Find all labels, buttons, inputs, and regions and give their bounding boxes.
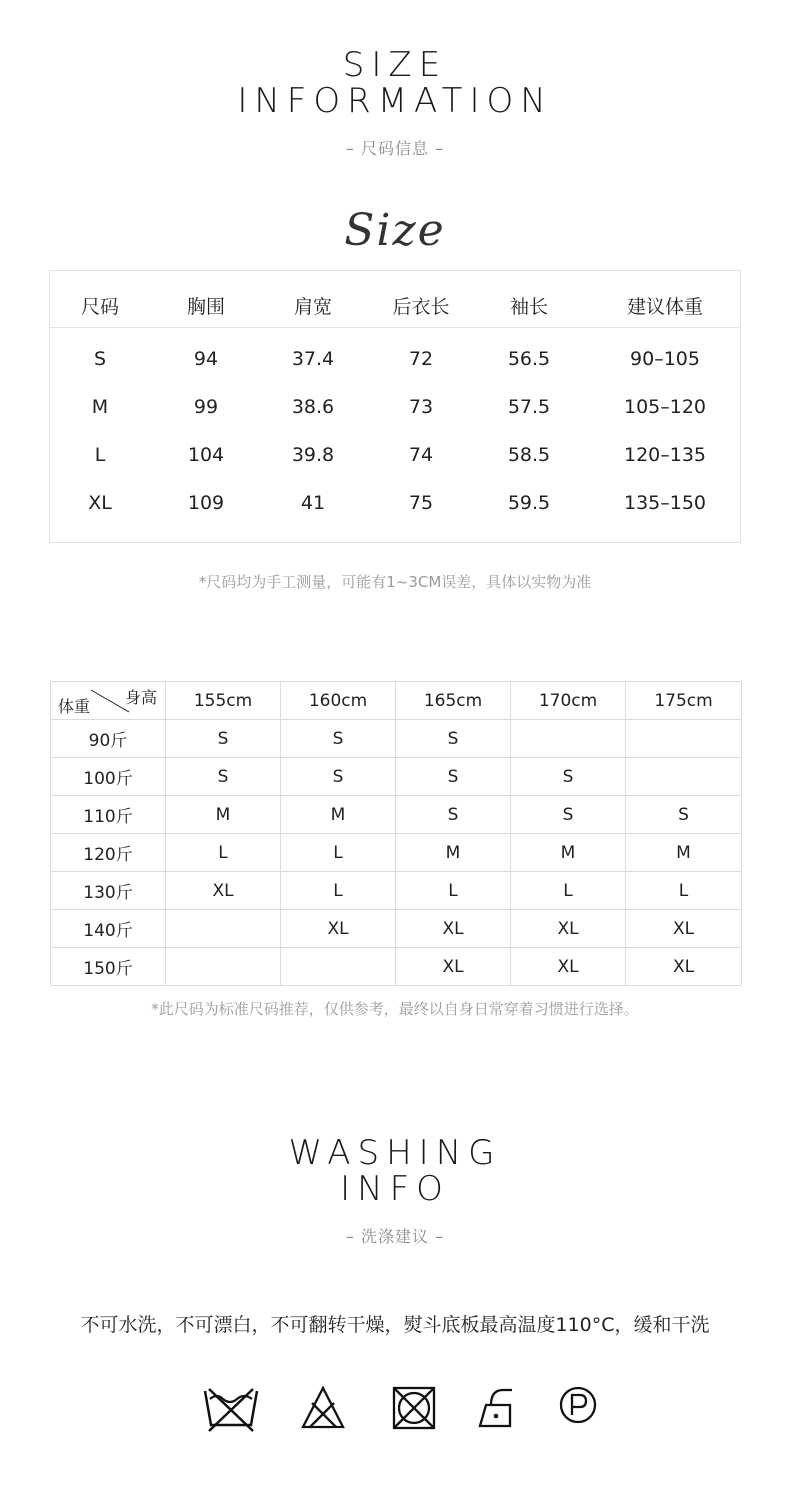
table-row — [51, 834, 742, 872]
size-table-cell: 72 — [408, 348, 434, 370]
washing-title-line2: INFO — [340, 1169, 450, 1209]
recommended-size-cell: XL — [396, 910, 511, 948]
recommended-size-cell — [626, 720, 742, 758]
recommended-size-cell: XL — [396, 948, 511, 986]
recommendation-header-row — [51, 682, 742, 720]
table-row — [51, 872, 742, 910]
size-subtitle: – 尺码信息 – — [345, 139, 445, 158]
table-row — [51, 796, 742, 834]
height-header-cell: 175cm — [626, 682, 742, 720]
size-table-cell: 105–120 — [623, 396, 707, 418]
weight-cell: 150斤 — [51, 948, 166, 986]
size-table-cell: 90–105 — [630, 348, 700, 370]
recommended-size-cell: XL — [626, 948, 742, 986]
recommended-size-cell: XL — [166, 872, 281, 910]
weight-cell: 130斤 — [51, 872, 166, 910]
recommended-size-cell: XL — [626, 910, 742, 948]
size-header-cell: 后衣长 — [392, 296, 450, 318]
recommended-size-cell: S — [511, 758, 626, 796]
recommended-size-cell — [626, 758, 742, 796]
iron-low-heat-icon — [477, 1385, 517, 1431]
corner-header-cell — [51, 682, 166, 720]
recommended-size-cell: L — [281, 872, 396, 910]
size-table-cell: 56.5 — [507, 348, 551, 370]
size-header-cell: 尺码 — [80, 296, 120, 318]
dry-clean-p-icon — [558, 1385, 598, 1425]
table-row — [51, 758, 742, 796]
recommended-size-cell: S — [511, 796, 626, 834]
weight-cell: 90斤 — [51, 720, 166, 758]
height-header-cell: 165cm — [396, 682, 511, 720]
size-table-cell: 38.6 — [291, 396, 335, 418]
weight-cell: 120斤 — [51, 834, 166, 872]
size-header-cell: 建议体重 — [626, 296, 704, 318]
table-row — [51, 910, 742, 948]
size-table-cell: 73 — [408, 396, 434, 418]
recommended-size-cell — [511, 720, 626, 758]
recommended-size-cell: M — [511, 834, 626, 872]
size-table-cell: 74 — [408, 444, 434, 466]
size-table-cell: 41 — [300, 492, 326, 514]
size-note: *尺码均为手工测量，可能有1~3CM误差，具体以实物为准 — [198, 573, 592, 591]
table-row — [51, 948, 742, 986]
recommended-size-cell: S — [396, 758, 511, 796]
no-wash-icon — [203, 1385, 259, 1433]
size-table-cell: 120–135 — [623, 444, 707, 466]
size-table-cell: 94 — [193, 348, 219, 370]
washing-subtitle: – 洗涤建议 – — [345, 1227, 445, 1246]
recommendation-note: *此尺码为标准尺码推荐，仅供参考，最终以自身日常穿着习惯进行选择。 — [151, 1000, 639, 1018]
recommended-size-cell: XL — [281, 910, 396, 948]
recommended-size-cell: S — [626, 796, 742, 834]
washing-title-line1: WASHING — [288, 1133, 502, 1173]
size-recommendation-table — [50, 681, 742, 986]
recommended-size-cell: L — [166, 834, 281, 872]
recommended-size-cell: S — [396, 796, 511, 834]
size-table-cell: 99 — [193, 396, 219, 418]
recommended-size-cell: L — [396, 872, 511, 910]
corner-weight-label: 体重 — [58, 697, 91, 716]
recommended-size-cell: XL — [511, 910, 626, 948]
recommended-size-cell — [281, 948, 396, 986]
recommended-size-cell: S — [396, 720, 511, 758]
size-table-cell: 37.4 — [291, 348, 335, 370]
recommended-size-cell: S — [281, 758, 396, 796]
no-tumble-dry-icon — [391, 1385, 437, 1431]
recommended-size-cell: S — [166, 758, 281, 796]
size-header-cell: 胸围 — [186, 296, 226, 318]
recommended-size-cell: M — [626, 834, 742, 872]
recommended-size-cell: M — [281, 796, 396, 834]
washing-instructions: 不可水洗，不可漂白，不可翻转干燥，熨斗底板最高温度110°C，缓和干洗 — [80, 1314, 710, 1336]
size-title-line2: INFORMATION — [237, 81, 553, 121]
weight-cell: 140斤 — [51, 910, 166, 948]
size-table-cell: 39.8 — [291, 444, 335, 466]
size-table-cell: M — [91, 396, 109, 418]
recommended-size-cell — [166, 948, 281, 986]
size-table-cell: 75 — [408, 492, 434, 514]
recommended-size-cell: S — [166, 720, 281, 758]
size-table-cell: 104 — [187, 444, 225, 466]
height-header-cell: 160cm — [281, 682, 396, 720]
recommended-size-cell: XL — [511, 948, 626, 986]
recommended-size-cell: M — [166, 796, 281, 834]
recommended-size-cell: L — [281, 834, 396, 872]
corner-height-label: 身高 — [124, 688, 157, 707]
size-table-cell: 109 — [187, 492, 225, 514]
size-table-cell: 57.5 — [507, 396, 551, 418]
size-table-cell: XL — [88, 492, 112, 514]
recommended-size-cell: S — [281, 720, 396, 758]
recommended-size-cell — [166, 910, 281, 948]
height-header-cell: 170cm — [511, 682, 626, 720]
recommended-size-cell: M — [396, 834, 511, 872]
size-header-cell: 袖长 — [509, 296, 549, 318]
size-table-cell: 135–150 — [623, 492, 707, 514]
weight-cell: 110斤 — [51, 796, 166, 834]
size-table-cell: 59.5 — [507, 492, 551, 514]
size-header-cell: 肩宽 — [293, 296, 333, 318]
size-script-title: Size — [344, 205, 446, 256]
recommended-size-cell: L — [511, 872, 626, 910]
no-bleach-icon — [300, 1385, 346, 1431]
weight-cell: 100斤 — [51, 758, 166, 796]
size-title-line1: SIZE — [342, 45, 448, 85]
size-table-cell: L — [94, 444, 106, 466]
height-header-cell: 155cm — [166, 682, 281, 720]
table-row — [51, 720, 742, 758]
size-table-cell: 58.5 — [507, 444, 551, 466]
size-table-cell: S — [93, 348, 107, 370]
recommended-size-cell: L — [626, 872, 742, 910]
